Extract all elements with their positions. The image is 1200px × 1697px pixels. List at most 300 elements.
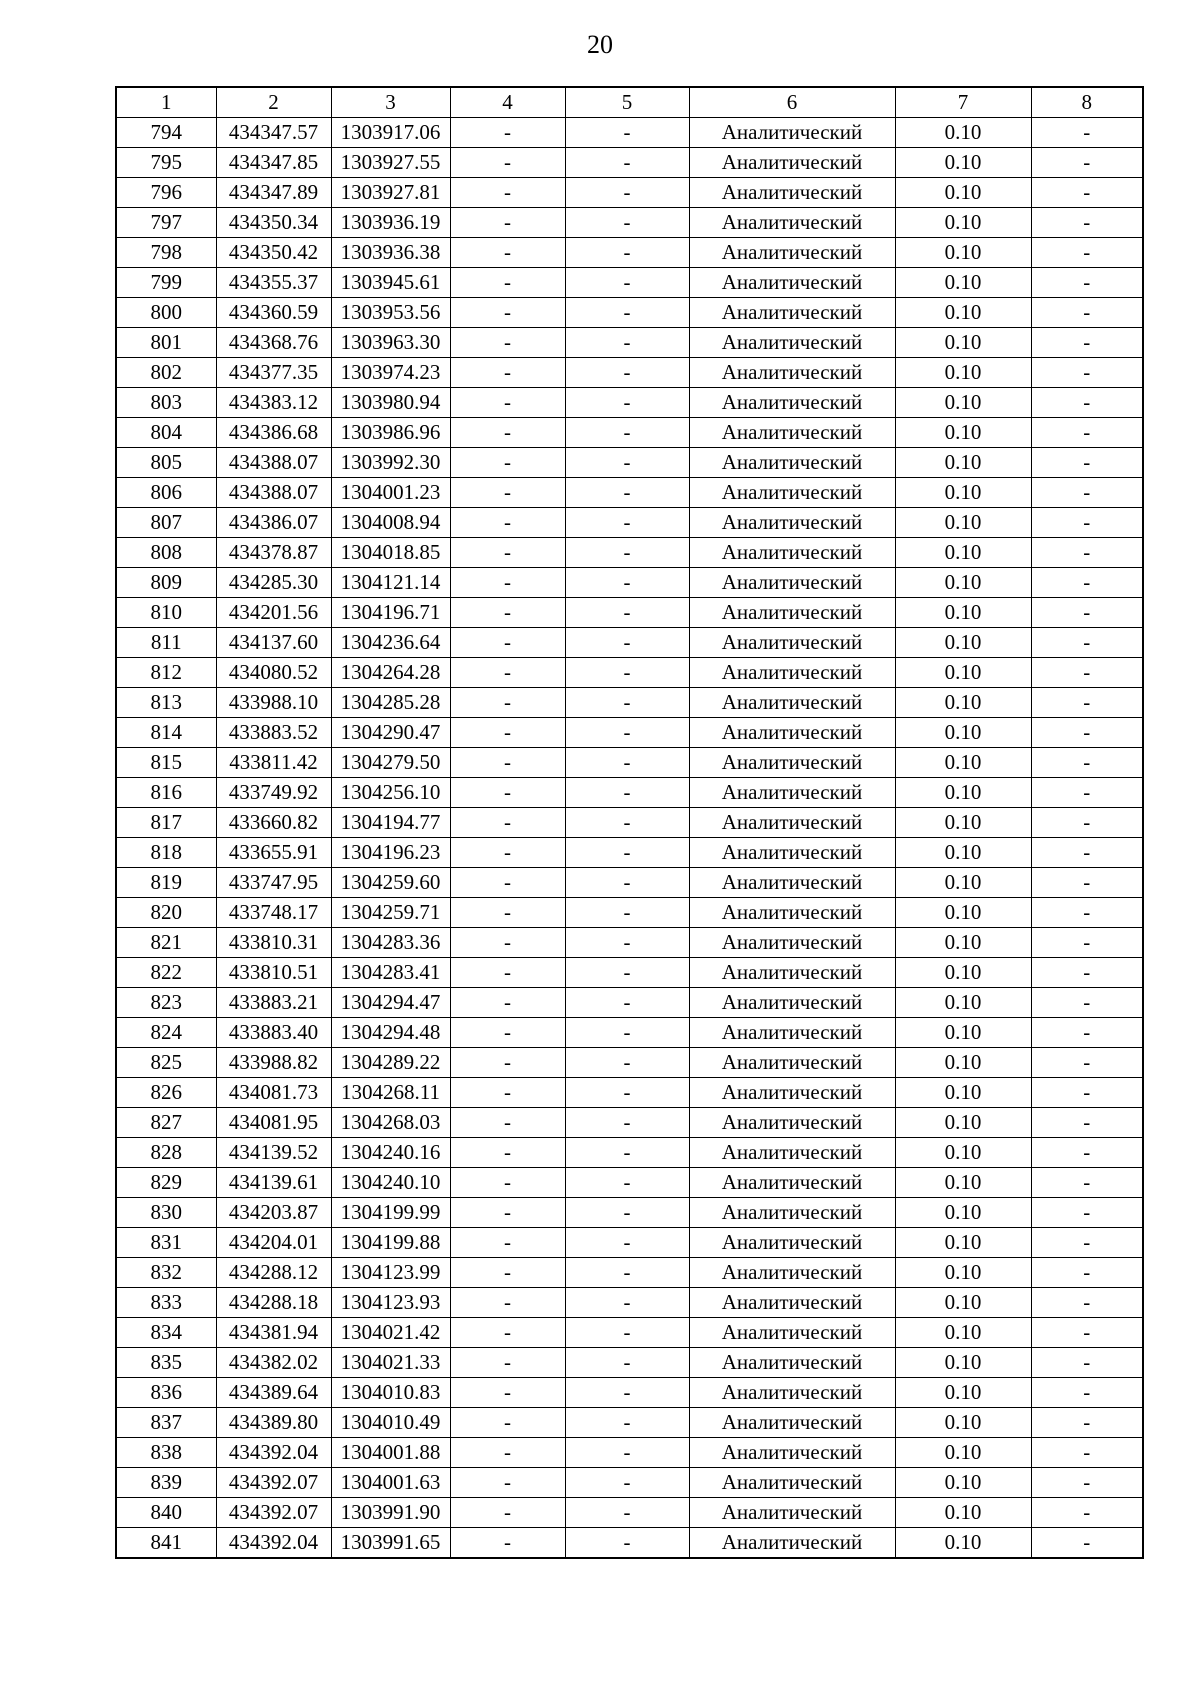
point-number-cell: 821 <box>116 928 216 958</box>
accuracy-cell: 0.10 <box>895 1378 1031 1408</box>
column-8-cell: - <box>1031 1318 1143 1348</box>
accuracy-cell: 0.10 <box>895 448 1031 478</box>
y-coordinate-cell: 1304010.83 <box>331 1378 450 1408</box>
accuracy-cell: 0.10 <box>895 1078 1031 1108</box>
y-coordinate-cell: 1303936.38 <box>331 238 450 268</box>
column-5-cell: - <box>565 538 689 568</box>
method-cell: Аналитический <box>689 838 895 868</box>
x-coordinate-cell: 433660.82 <box>216 808 331 838</box>
column-8-cell: - <box>1031 1408 1143 1438</box>
method-cell: Аналитический <box>689 418 895 448</box>
column-8-cell: - <box>1031 1498 1143 1528</box>
y-coordinate-cell: 1304199.88 <box>331 1228 450 1258</box>
table-row <box>116 958 1143 988</box>
method-cell: Аналитический <box>689 178 895 208</box>
method-cell: Аналитический <box>689 1228 895 1258</box>
point-number-cell: 810 <box>116 598 216 628</box>
accuracy-cell: 0.10 <box>895 1288 1031 1318</box>
method-cell: Аналитический <box>689 748 895 778</box>
column-4-cell: - <box>450 478 565 508</box>
table-row <box>116 868 1143 898</box>
accuracy-cell: 0.10 <box>895 1168 1031 1198</box>
accuracy-cell: 0.10 <box>895 328 1031 358</box>
column-header: 1 <box>116 87 216 118</box>
column-4-cell: - <box>450 1378 565 1408</box>
method-cell: Аналитический <box>689 1438 895 1468</box>
x-coordinate-cell: 434383.12 <box>216 388 331 418</box>
table-row <box>116 1258 1143 1288</box>
x-coordinate-cell: 434389.64 <box>216 1378 331 1408</box>
x-coordinate-cell: 434081.95 <box>216 1108 331 1138</box>
accuracy-cell: 0.10 <box>895 358 1031 388</box>
x-coordinate-cell: 434392.04 <box>216 1438 331 1468</box>
method-cell: Аналитический <box>689 1018 895 1048</box>
x-coordinate-cell: 434388.07 <box>216 448 331 478</box>
accuracy-cell: 0.10 <box>895 1198 1031 1228</box>
column-8-cell: - <box>1031 718 1143 748</box>
method-cell: Аналитический <box>689 328 895 358</box>
table-row <box>116 658 1143 688</box>
column-5-cell: - <box>565 328 689 358</box>
column-4-cell: - <box>450 838 565 868</box>
column-8-cell: - <box>1031 628 1143 658</box>
x-coordinate-cell: 434389.80 <box>216 1408 331 1438</box>
table-row <box>116 298 1143 328</box>
method-cell: Аналитический <box>689 1288 895 1318</box>
x-coordinate-cell: 434347.89 <box>216 178 331 208</box>
column-5-cell: - <box>565 208 689 238</box>
y-coordinate-cell: 1304259.71 <box>331 898 450 928</box>
table-row <box>116 1168 1143 1198</box>
method-cell: Аналитический <box>689 928 895 958</box>
x-coordinate-cell: 434392.07 <box>216 1498 331 1528</box>
accuracy-cell: 0.10 <box>895 298 1031 328</box>
accuracy-cell: 0.10 <box>895 118 1031 148</box>
method-cell: Аналитический <box>689 1528 895 1559</box>
y-coordinate-cell: 1303963.30 <box>331 328 450 358</box>
column-5-cell: - <box>565 718 689 748</box>
column-4-cell: - <box>450 1408 565 1438</box>
column-4-cell: - <box>450 1438 565 1468</box>
table-row <box>116 928 1143 958</box>
point-number-cell: 831 <box>116 1228 216 1258</box>
table-row <box>116 808 1143 838</box>
column-4-cell: - <box>450 1528 565 1559</box>
x-coordinate-cell: 434382.02 <box>216 1348 331 1378</box>
y-coordinate-cell: 1303992.30 <box>331 448 450 478</box>
y-coordinate-cell: 1303980.94 <box>331 388 450 418</box>
column-5-cell: - <box>565 1048 689 1078</box>
table-row <box>116 1138 1143 1168</box>
point-number-cell: 816 <box>116 778 216 808</box>
column-4-cell: - <box>450 208 565 238</box>
method-cell: Аналитический <box>689 1078 895 1108</box>
column-8-cell: - <box>1031 808 1143 838</box>
column-4-cell: - <box>450 628 565 658</box>
column-8-cell: - <box>1031 448 1143 478</box>
column-5-cell: - <box>565 958 689 988</box>
method-cell: Аналитический <box>689 118 895 148</box>
column-8-cell: - <box>1031 1378 1143 1408</box>
point-number-cell: 825 <box>116 1048 216 1078</box>
method-cell: Аналитический <box>689 1378 895 1408</box>
x-coordinate-cell: 434386.07 <box>216 508 331 538</box>
point-number-cell: 824 <box>116 1018 216 1048</box>
column-4-cell: - <box>450 1468 565 1498</box>
point-number-cell: 800 <box>116 298 216 328</box>
column-header: 4 <box>450 87 565 118</box>
column-4-cell: - <box>450 1168 565 1198</box>
accuracy-cell: 0.10 <box>895 1048 1031 1078</box>
table-row <box>116 1408 1143 1438</box>
column-5-cell: - <box>565 928 689 958</box>
point-number-cell: 837 <box>116 1408 216 1438</box>
method-cell: Аналитический <box>689 1318 895 1348</box>
column-5-cell: - <box>565 1228 689 1258</box>
accuracy-cell: 0.10 <box>895 208 1031 238</box>
column-header: 7 <box>895 87 1031 118</box>
table-row <box>116 1468 1143 1498</box>
method-cell: Аналитический <box>689 1258 895 1288</box>
table-row <box>116 418 1143 448</box>
method-cell: Аналитический <box>689 1168 895 1198</box>
x-coordinate-cell: 433748.17 <box>216 898 331 928</box>
column-4-cell: - <box>450 1108 565 1138</box>
y-coordinate-cell: 1304123.93 <box>331 1288 450 1318</box>
point-number-cell: 834 <box>116 1318 216 1348</box>
x-coordinate-cell: 433883.21 <box>216 988 331 1018</box>
accuracy-cell: 0.10 <box>895 388 1031 418</box>
y-coordinate-cell: 1304001.88 <box>331 1438 450 1468</box>
accuracy-cell: 0.10 <box>895 1498 1031 1528</box>
column-5-cell: - <box>565 1108 689 1138</box>
column-8-cell: - <box>1031 1228 1143 1258</box>
method-cell: Аналитический <box>689 1498 895 1528</box>
method-cell: Аналитический <box>689 658 895 688</box>
column-8-cell: - <box>1031 958 1143 988</box>
accuracy-cell: 0.10 <box>895 268 1031 298</box>
column-4-cell: - <box>450 688 565 718</box>
column-5-cell: - <box>565 658 689 688</box>
point-number-cell: 794 <box>116 118 216 148</box>
column-4-cell: - <box>450 508 565 538</box>
point-number-cell: 828 <box>116 1138 216 1168</box>
accuracy-cell: 0.10 <box>895 1408 1031 1438</box>
column-4-cell: - <box>450 538 565 568</box>
column-8-cell: - <box>1031 328 1143 358</box>
table-row <box>116 1438 1143 1468</box>
table-row <box>116 718 1143 748</box>
column-5-cell: - <box>565 1138 689 1168</box>
table-row <box>116 238 1143 268</box>
column-5-cell: - <box>565 448 689 478</box>
method-cell: Аналитический <box>689 1468 895 1498</box>
method-cell: Аналитический <box>689 1348 895 1378</box>
point-number-cell: 827 <box>116 1108 216 1138</box>
column-header: 3 <box>331 87 450 118</box>
table-row <box>116 1018 1143 1048</box>
column-5-cell: - <box>565 1258 689 1288</box>
x-coordinate-cell: 434288.12 <box>216 1258 331 1288</box>
column-8-cell: - <box>1031 298 1143 328</box>
table-row <box>116 388 1143 418</box>
column-8-cell: - <box>1031 1258 1143 1288</box>
x-coordinate-cell: 434347.57 <box>216 118 331 148</box>
method-cell: Аналитический <box>689 1048 895 1078</box>
table-row <box>116 1318 1143 1348</box>
y-coordinate-cell: 1303991.65 <box>331 1528 450 1559</box>
column-8-cell: - <box>1031 598 1143 628</box>
table-row <box>116 988 1143 1018</box>
accuracy-cell: 0.10 <box>895 928 1031 958</box>
column-4-cell: - <box>450 808 565 838</box>
x-coordinate-cell: 433747.95 <box>216 868 331 898</box>
column-8-cell: - <box>1031 1438 1143 1468</box>
accuracy-cell: 0.10 <box>895 988 1031 1018</box>
column-5-cell: - <box>565 238 689 268</box>
y-coordinate-cell: 1304289.22 <box>331 1048 450 1078</box>
table-row <box>116 358 1143 388</box>
method-cell: Аналитический <box>689 478 895 508</box>
column-5-cell: - <box>565 688 689 718</box>
y-coordinate-cell: 1304285.28 <box>331 688 450 718</box>
column-5-cell: - <box>565 1168 689 1198</box>
point-number-cell: 822 <box>116 958 216 988</box>
y-coordinate-cell: 1304001.63 <box>331 1468 450 1498</box>
accuracy-cell: 0.10 <box>895 808 1031 838</box>
column-4-cell: - <box>450 1348 565 1378</box>
column-5-cell: - <box>565 1378 689 1408</box>
column-8-cell: - <box>1031 1108 1143 1138</box>
column-4-cell: - <box>450 988 565 1018</box>
accuracy-cell: 0.10 <box>895 958 1031 988</box>
x-coordinate-cell: 434388.07 <box>216 478 331 508</box>
column-5-cell: - <box>565 418 689 448</box>
point-number-cell: 832 <box>116 1258 216 1288</box>
method-cell: Аналитический <box>689 538 895 568</box>
point-number-cell: 797 <box>116 208 216 238</box>
point-number-cell: 802 <box>116 358 216 388</box>
method-cell: Аналитический <box>689 1138 895 1168</box>
accuracy-cell: 0.10 <box>895 1138 1031 1168</box>
column-4-cell: - <box>450 178 565 208</box>
x-coordinate-cell: 434285.30 <box>216 568 331 598</box>
y-coordinate-cell: 1303927.81 <box>331 178 450 208</box>
method-cell: Аналитический <box>689 568 895 598</box>
column-4-cell: - <box>450 1138 565 1168</box>
coordinates-table <box>115 86 1144 1559</box>
accuracy-cell: 0.10 <box>895 1108 1031 1138</box>
accuracy-cell: 0.10 <box>895 1318 1031 1348</box>
column-4-cell: - <box>450 238 565 268</box>
column-8-cell: - <box>1031 118 1143 148</box>
x-coordinate-cell: 433811.42 <box>216 748 331 778</box>
method-cell: Аналитический <box>689 808 895 838</box>
column-8-cell: - <box>1031 928 1143 958</box>
column-8-cell: - <box>1031 418 1143 448</box>
column-4-cell: - <box>450 658 565 688</box>
column-8-cell: - <box>1031 898 1143 928</box>
column-4-cell: - <box>450 448 565 478</box>
accuracy-cell: 0.10 <box>895 598 1031 628</box>
x-coordinate-cell: 434386.68 <box>216 418 331 448</box>
x-coordinate-cell: 433810.51 <box>216 958 331 988</box>
point-number-cell: 838 <box>116 1438 216 1468</box>
y-coordinate-cell: 1304121.14 <box>331 568 450 598</box>
x-coordinate-cell: 434360.59 <box>216 298 331 328</box>
column-4-cell: - <box>450 868 565 898</box>
column-5-cell: - <box>565 388 689 418</box>
column-5-cell: - <box>565 748 689 778</box>
point-number-cell: 811 <box>116 628 216 658</box>
column-8-cell: - <box>1031 148 1143 178</box>
point-number-cell: 804 <box>116 418 216 448</box>
x-coordinate-cell: 434080.52 <box>216 658 331 688</box>
column-5-cell: - <box>565 1318 689 1348</box>
y-coordinate-cell: 1304240.10 <box>331 1168 450 1198</box>
column-5-cell: - <box>565 838 689 868</box>
x-coordinate-cell: 434201.56 <box>216 598 331 628</box>
method-cell: Аналитический <box>689 778 895 808</box>
column-4-cell: - <box>450 358 565 388</box>
method-cell: Аналитический <box>689 358 895 388</box>
column-5-cell: - <box>565 1528 689 1559</box>
table-row <box>116 508 1143 538</box>
column-5-cell: - <box>565 868 689 898</box>
column-5-cell: - <box>565 898 689 928</box>
column-8-cell: - <box>1031 568 1143 598</box>
accuracy-cell: 0.10 <box>895 238 1031 268</box>
column-4-cell: - <box>450 1198 565 1228</box>
accuracy-cell: 0.10 <box>895 1258 1031 1288</box>
method-cell: Аналитический <box>689 868 895 898</box>
point-number-cell: 803 <box>116 388 216 418</box>
table-body <box>116 118 1143 1559</box>
column-5-cell: - <box>565 568 689 598</box>
table-row <box>116 628 1143 658</box>
table-row <box>116 178 1143 208</box>
column-4-cell: - <box>450 1018 565 1048</box>
column-4-cell: - <box>450 1498 565 1528</box>
accuracy-cell: 0.10 <box>895 658 1031 688</box>
table-row <box>116 1528 1143 1559</box>
column-8-cell: - <box>1031 1288 1143 1318</box>
table-row <box>116 538 1143 568</box>
column-8-cell: - <box>1031 1138 1143 1168</box>
column-8-cell: - <box>1031 1528 1143 1559</box>
x-coordinate-cell: 434368.76 <box>216 328 331 358</box>
column-8-cell: - <box>1031 748 1143 778</box>
point-number-cell: 806 <box>116 478 216 508</box>
x-coordinate-cell: 434392.07 <box>216 1468 331 1498</box>
x-coordinate-cell: 434350.42 <box>216 238 331 268</box>
accuracy-cell: 0.10 <box>895 1468 1031 1498</box>
method-cell: Аналитический <box>689 1198 895 1228</box>
y-coordinate-cell: 1304010.49 <box>331 1408 450 1438</box>
column-4-cell: - <box>450 1078 565 1108</box>
accuracy-cell: 0.10 <box>895 1528 1031 1559</box>
column-5-cell: - <box>565 268 689 298</box>
column-4-cell: - <box>450 148 565 178</box>
accuracy-cell: 0.10 <box>895 718 1031 748</box>
column-8-cell: - <box>1031 838 1143 868</box>
point-number-cell: 818 <box>116 838 216 868</box>
point-number-cell: 815 <box>116 748 216 778</box>
column-4-cell: - <box>450 298 565 328</box>
column-4-cell: - <box>450 1288 565 1318</box>
column-8-cell: - <box>1031 1198 1143 1228</box>
table-row <box>116 568 1143 598</box>
point-number-cell: 808 <box>116 538 216 568</box>
column-4-cell: - <box>450 118 565 148</box>
accuracy-cell: 0.10 <box>895 1018 1031 1048</box>
x-coordinate-cell: 434381.94 <box>216 1318 331 1348</box>
column-5-cell: - <box>565 1438 689 1468</box>
x-coordinate-cell: 434139.61 <box>216 1168 331 1198</box>
table-row <box>116 1228 1143 1258</box>
y-coordinate-cell: 1304283.36 <box>331 928 450 958</box>
column-5-cell: - <box>565 118 689 148</box>
table-row <box>116 778 1143 808</box>
column-4-cell: - <box>450 748 565 778</box>
y-coordinate-cell: 1304240.16 <box>331 1138 450 1168</box>
y-coordinate-cell: 1304196.23 <box>331 838 450 868</box>
y-coordinate-cell: 1304199.99 <box>331 1198 450 1228</box>
method-cell: Аналитический <box>689 898 895 928</box>
table-row <box>116 1378 1143 1408</box>
column-8-cell: - <box>1031 538 1143 568</box>
y-coordinate-cell: 1304021.42 <box>331 1318 450 1348</box>
accuracy-cell: 0.10 <box>895 898 1031 928</box>
accuracy-cell: 0.10 <box>895 538 1031 568</box>
x-coordinate-cell: 434392.04 <box>216 1528 331 1559</box>
column-4-cell: - <box>450 268 565 298</box>
column-header: 6 <box>689 87 895 118</box>
table-row <box>116 688 1143 718</box>
x-coordinate-cell: 434347.85 <box>216 148 331 178</box>
column-5-cell: - <box>565 988 689 1018</box>
column-5-cell: - <box>565 1498 689 1528</box>
table-row <box>116 598 1143 628</box>
accuracy-cell: 0.10 <box>895 688 1031 718</box>
y-coordinate-cell: 1304264.28 <box>331 658 450 688</box>
page-number: 20 <box>587 30 613 59</box>
column-8-cell: - <box>1031 238 1143 268</box>
accuracy-cell: 0.10 <box>895 1348 1031 1378</box>
point-number-cell: 839 <box>116 1468 216 1498</box>
table-row <box>116 1348 1143 1378</box>
y-coordinate-cell: 1304001.23 <box>331 478 450 508</box>
column-8-cell: - <box>1031 358 1143 388</box>
point-number-cell: 812 <box>116 658 216 688</box>
column-5-cell: - <box>565 1288 689 1318</box>
y-coordinate-cell: 1303945.61 <box>331 268 450 298</box>
accuracy-cell: 0.10 <box>895 838 1031 868</box>
y-coordinate-cell: 1303991.90 <box>331 1498 450 1528</box>
column-5-cell: - <box>565 628 689 658</box>
point-number-cell: 820 <box>116 898 216 928</box>
y-coordinate-cell: 1304123.99 <box>331 1258 450 1288</box>
accuracy-cell: 0.10 <box>895 148 1031 178</box>
table-row <box>116 1078 1143 1108</box>
table-row <box>116 1198 1143 1228</box>
x-coordinate-cell: 433749.92 <box>216 778 331 808</box>
y-coordinate-cell: 1304294.48 <box>331 1018 450 1048</box>
column-8-cell: - <box>1031 868 1143 898</box>
table-row <box>116 328 1143 358</box>
method-cell: Аналитический <box>689 298 895 328</box>
table-row <box>116 148 1143 178</box>
